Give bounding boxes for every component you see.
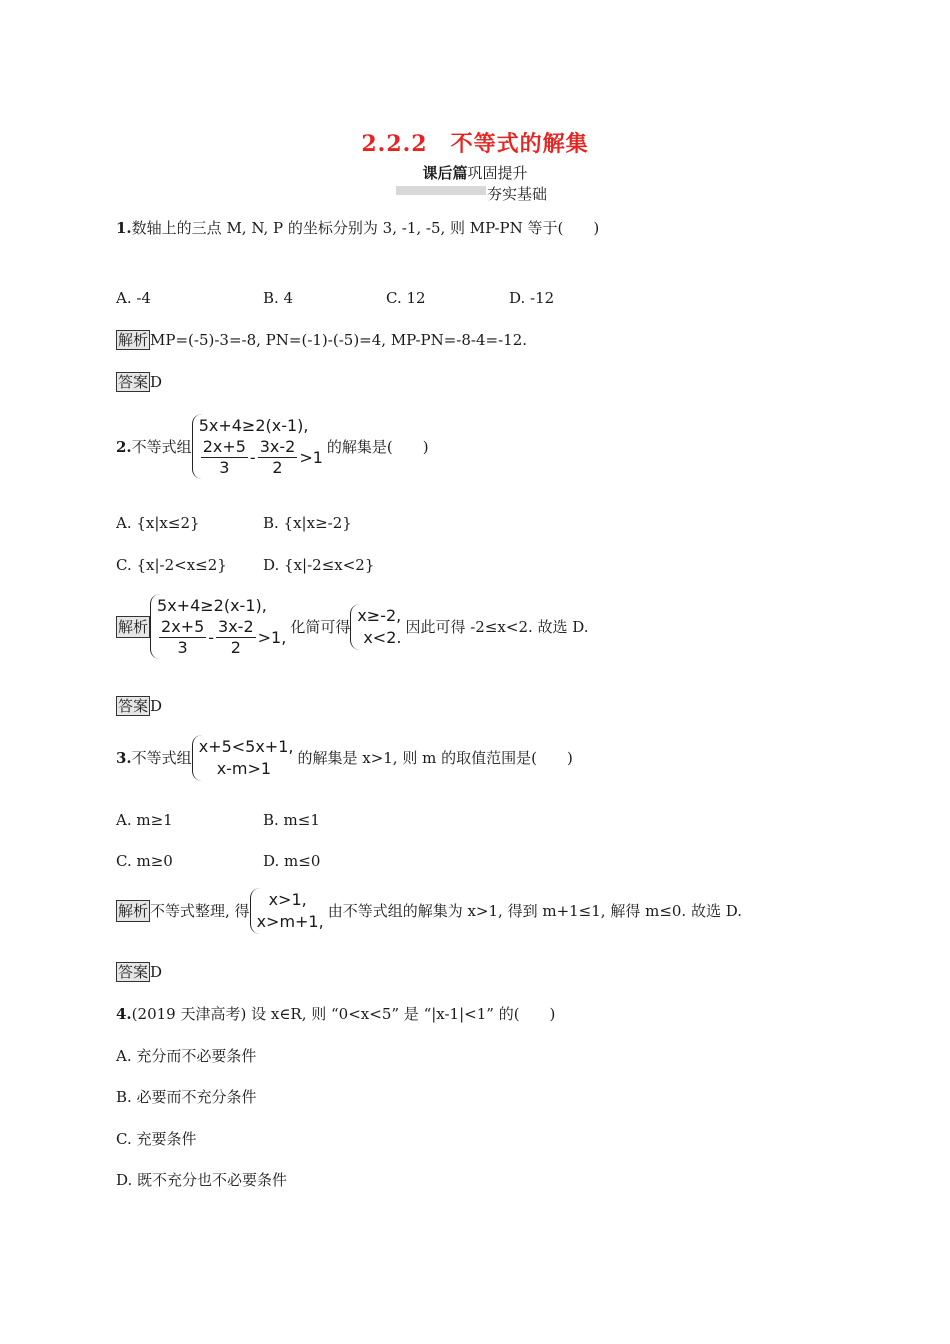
answer-value: D <box>150 373 163 391</box>
question-text: 数轴上的三点 M, N, P 的坐标分别为 3, -1, -5, 则 MP-PN 等于( ) <box>131 219 600 237</box>
q3-option-a: A. m≥1 <box>116 811 173 829</box>
analysis-start: 不等式整理, 得 <box>150 902 250 920</box>
q3-option-b: B. m≤1 <box>263 811 320 829</box>
q1-analysis <box>116 330 527 350</box>
q3-answer <box>116 962 162 982</box>
q4-option-d: D. 既不充分也不必要条件 <box>116 1171 288 1189</box>
analysis-text: MP=(-5)-3=-8, PN=(-1)-(-5)=4, MP-PN=-8-4=-12. <box>150 331 528 349</box>
q3-option-d: D. m≤0 <box>263 852 321 870</box>
fraction-denominator: 2 <box>230 638 241 657</box>
inequality-1: 5x+4≥2(x-1), <box>198 416 309 435</box>
question-suffix: 的解集是 x>1, 则 m 的取值范围是( ) <box>297 749 573 767</box>
fraction-denominator: 3 <box>219 458 230 477</box>
question-3 <box>116 735 573 781</box>
question-number: 2. <box>116 437 132 456</box>
inequality-1: 5x+4≥2(x-1), <box>157 596 267 615</box>
section-bar <box>396 186 486 195</box>
question-number: 4. <box>116 1005 132 1023</box>
q1-option-b: B. 4 <box>263 289 294 307</box>
greater-than-one: >1, <box>257 627 287 647</box>
simplified-1: x>1, <box>268 890 307 909</box>
q3-option-c: C. m≥0 <box>116 852 173 870</box>
greater-than-one: >1 <box>299 447 323 467</box>
question-prefix: 不等式组 <box>131 437 192 456</box>
inequality-1: x+5<5x+1, <box>198 737 294 756</box>
simplified-1: x≥-2, <box>357 605 402 625</box>
simplified-system <box>350 604 405 650</box>
q3-analysis <box>116 888 742 934</box>
question-number: 3. <box>116 749 132 767</box>
q4-option-c: C. 充要条件 <box>116 1130 197 1148</box>
subtitle-bold: 课后篇 <box>422 164 468 182</box>
fraction-denominator: 3 <box>177 638 188 657</box>
q4-option-a: A. 充分而不必要条件 <box>116 1047 257 1065</box>
q2-option-c: C. {x|-2<x≤2} <box>116 556 227 574</box>
minus-sign: - <box>249 447 256 467</box>
subtitle-rest: 巩固提升 <box>467 164 528 182</box>
analysis-mid: 化简可得 <box>290 617 351 636</box>
fraction-numerator: 3x-2 <box>218 617 254 636</box>
question-prefix: 不等式组 <box>131 749 192 767</box>
fraction-denominator: 2 <box>272 458 283 477</box>
page-subtitle <box>0 162 950 183</box>
fraction-numerator: 2x+5 <box>161 617 205 636</box>
answer-value: D <box>150 697 163 715</box>
analysis-end: 由不等式组的解集为 x>1, 得到 m+1≤1, 解得 m≤0. 故选 D. <box>327 902 742 920</box>
inequality-2 <box>199 437 323 478</box>
fraction-numerator: 2x+5 <box>202 437 246 456</box>
question-text: (2019 天津高考) 设 x∈R, 则 “0<x<5” 是 “|x-1|<1” 的( ) <box>131 1005 556 1023</box>
simplified-2: x>m+1, <box>256 912 324 931</box>
question-suffix: 的解集是( ) <box>326 437 429 456</box>
q1-option-d: D. -12 <box>509 289 555 307</box>
q1-answer <box>116 372 162 392</box>
inequality-2 <box>157 617 286 658</box>
q2-option-a: A. {x|x≤2} <box>116 514 200 532</box>
minus-sign: - <box>208 627 215 647</box>
q2-option-b: B. {x|x≥-2} <box>263 514 352 532</box>
question-number: 1. <box>116 219 132 237</box>
analysis-tag: 解析 <box>118 902 149 920</box>
answer-value: D <box>150 963 163 981</box>
analysis-tag: 解析 <box>118 617 149 636</box>
inequality-system <box>150 594 290 659</box>
q2-answer <box>116 696 162 716</box>
inequality-2: x-m>1 <box>216 759 272 778</box>
simplified-system <box>250 888 328 934</box>
fraction-numerator: 3x-2 <box>259 437 296 456</box>
question-1 <box>116 218 599 238</box>
q1-option-a: A. -4 <box>116 289 151 307</box>
analysis-tag: 解析 <box>118 331 149 349</box>
question-4 <box>116 1004 555 1024</box>
page-title: 2.2.2 不等式的解集 <box>361 131 589 157</box>
section-label: 夯实基础 <box>487 185 548 203</box>
inequality-system <box>192 735 298 781</box>
answer-tag: 答案 <box>118 963 149 981</box>
q2-option-d: D. {x|-2≤x<2} <box>263 556 375 574</box>
answer-tag: 答案 <box>118 697 149 715</box>
simplified-2: x<2. <box>363 627 402 647</box>
inequality-system <box>192 414 327 479</box>
analysis-end: 因此可得 -2≤x<2. 故选 D. <box>405 617 589 636</box>
q4-option-b: B. 必要而不充分条件 <box>116 1088 257 1106</box>
question-2 <box>116 414 429 479</box>
q2-analysis <box>116 594 589 659</box>
q1-option-c: C. 12 <box>386 289 426 307</box>
answer-tag: 答案 <box>118 373 149 391</box>
